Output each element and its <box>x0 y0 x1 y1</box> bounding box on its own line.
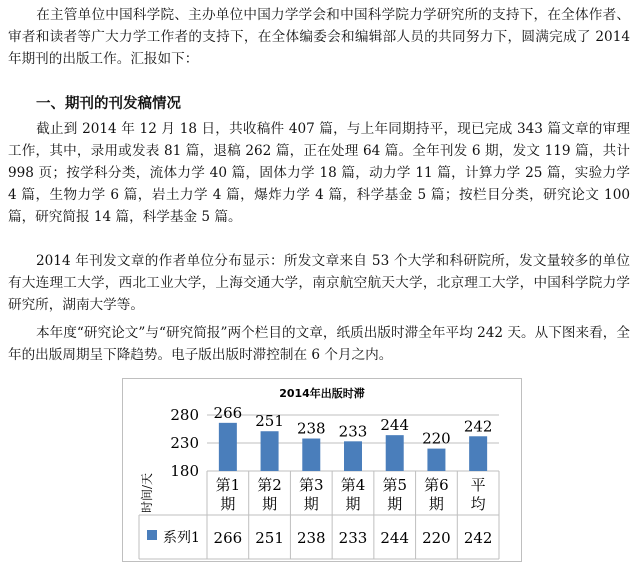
bar <box>344 441 362 471</box>
legend-series-name: 系列1 <box>163 530 200 546</box>
bar <box>219 423 237 471</box>
intro-text: 在主管单位中国科学院、主办单位中国力学学会和中国科学院力学研究所的支持下，在全体作者、审者和读者等广大力学工作者的支持下，在全体编委会和编辑部人员的共同努力下，圆满完成了 2014 年期刊的出版工作。汇报如下： <box>8 7 630 67</box>
chart-svg <box>123 379 521 561</box>
bar-data-label: 266 <box>213 403 243 422</box>
x-tick-label-line1: 第1 <box>215 476 241 494</box>
x-tick-label-line2: 均 <box>470 495 486 513</box>
intro-paragraph <box>8 4 630 70</box>
paragraph-delay-text: 本年度“研究论文”与“研究简报”两个栏目的文章，纸质出版时滞全年平均 242 天。从下图来看，全年的出版周期呈下降趋势。电子版出版时滞控制在 6 个月之内。 <box>8 325 630 363</box>
x-tick-label-line1: 第2 <box>257 476 282 494</box>
table-value: 251 <box>255 529 284 547</box>
y-tick-label: 230 <box>170 434 199 452</box>
bar <box>261 431 279 471</box>
bar-data-label: 251 <box>255 412 284 431</box>
table-value: 233 <box>338 529 368 547</box>
bar-data-label: 238 <box>296 419 326 438</box>
paragraph-submissions-text: 截止到 2014 年 12 月 18 日，共收稿件 407 篇，与上年同期持平，现已完成 343 篇文章的审理工作，其中，录用或发表 81 篇，退稿 262 篇，正在处理 64 篇。全年刊发 6 期，发文 119 篇，共计 998 页；按学科分类，流体力学 40 篇，固体力学 18 篇，动力学 11 篇，计算力学 25 篇，实验力学 4 篇，生物力学 6 篇，岩土力学 4 篇，爆炸力学 4 篇，科学基金 5 篇；按栏目分类，研究论文 100 篇，研究简报 14 篇，科学基金 5 篇。 <box>8 121 630 225</box>
publication-delay-chart <box>122 378 522 562</box>
table-value: 238 <box>296 529 326 547</box>
bar-data-label: 233 <box>338 422 368 441</box>
table-value: 266 <box>213 529 243 547</box>
x-tick-label-line1: 第6 <box>424 476 449 494</box>
bar <box>386 435 404 471</box>
table-value: 244 <box>380 529 410 547</box>
x-tick-label-line2: 期 <box>220 495 236 513</box>
y-tick-label: 280 <box>170 406 199 424</box>
bar-data-label: 220 <box>422 429 451 448</box>
table-value: 220 <box>422 529 451 547</box>
bar <box>469 436 487 471</box>
x-tick-label-line2: 期 <box>345 495 361 513</box>
x-tick-label-line1: 第3 <box>299 476 324 494</box>
x-tick-label-line2: 期 <box>303 495 319 513</box>
y-axis-label: 时间/天 <box>140 472 154 514</box>
x-tick-label-line2: 期 <box>262 495 278 513</box>
section-heading: 一、期刊的刊发稿情况 <box>36 96 181 112</box>
bar <box>427 449 445 471</box>
chart-title: 2014年出版时滞 <box>279 387 365 400</box>
legend-swatch <box>147 530 157 540</box>
paragraph-authors-text: 2014 年刊发文章的作者单位分布显示：所发文章来自 53 个大学和科研院所，发文量较多的单位有大连理工大学，西北工业大学，上海交通大学，南京航空航天大学，北京理工大学，中国科学院力学研究所，湖南大学等。 <box>8 253 630 313</box>
paragraph-authors <box>8 250 630 316</box>
chart-layer <box>139 404 499 559</box>
table-value: 242 <box>463 529 493 547</box>
paragraph-delay <box>8 322 630 366</box>
paragraph-submissions <box>8 118 630 228</box>
bar-data-label: 244 <box>380 416 410 435</box>
x-tick-label-line1: 第4 <box>340 476 366 494</box>
x-tick-label-line2: 期 <box>428 495 444 513</box>
x-tick-label-line1: 第5 <box>382 476 407 494</box>
bar-data-label: 242 <box>463 417 493 436</box>
bar <box>302 439 320 471</box>
x-tick-label-line1: 平 <box>470 476 486 494</box>
y-tick-label: 180 <box>170 462 199 480</box>
x-tick-label-line2: 期 <box>387 495 403 513</box>
